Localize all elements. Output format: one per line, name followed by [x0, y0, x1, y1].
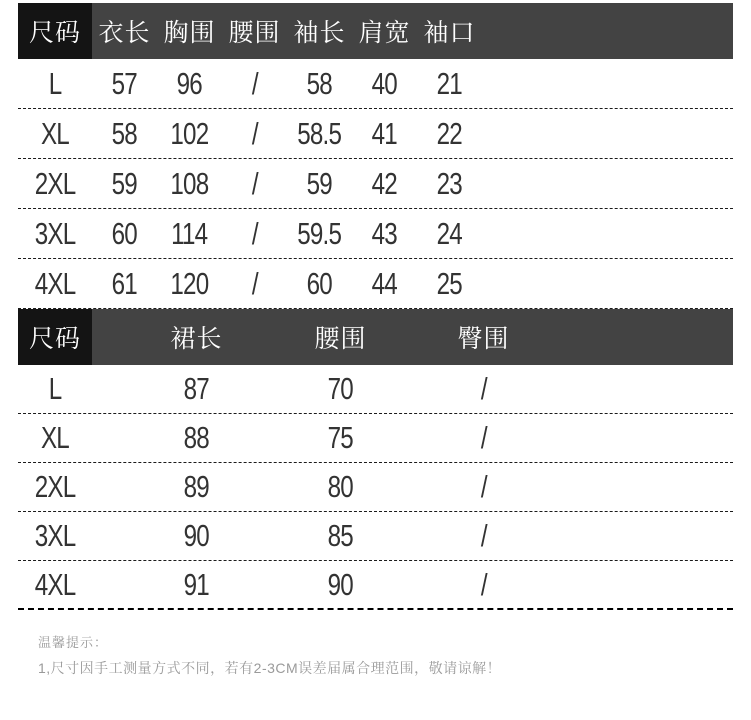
size-table-top: [18, 3, 733, 309]
size-cell: 4XL: [34, 265, 76, 301]
value-cell: 90: [327, 566, 354, 602]
value-cell: 60: [111, 215, 138, 251]
header-cell-shoulder: 肩宽: [358, 19, 411, 47]
table-row-L: [18, 365, 733, 414]
size-cell: L: [48, 371, 62, 406]
value-cell: 58.5: [297, 115, 342, 151]
warm-tips-title: 温馨提示：: [38, 635, 109, 650]
value-cell: 21: [436, 65, 463, 101]
header-cell-garment-length: 衣长: [98, 19, 151, 47]
value-cell: 22: [436, 115, 463, 151]
header-cell-size: [18, 309, 92, 365]
value-cell: 90: [183, 518, 210, 553]
value-cell: 23: [436, 165, 463, 201]
value-cell: /: [251, 115, 258, 151]
table-row-4XL: [18, 259, 733, 309]
value-cell: 44: [371, 265, 398, 301]
header-cell-waist: 腰围: [228, 19, 281, 47]
value-cell: /: [480, 371, 487, 406]
table-row-2XL: [18, 159, 733, 209]
table-row-3XL: [18, 512, 733, 561]
value-cell: 58: [111, 115, 138, 151]
table-row-XL: [18, 414, 733, 463]
size-cell: XL: [40, 420, 70, 455]
value-cell: 91: [183, 566, 210, 602]
value-cell: 60: [306, 265, 333, 301]
header-cell-sleeve-length: 袖长: [293, 19, 346, 47]
size-cell: L: [48, 65, 62, 101]
size-cell: 3XL: [34, 518, 76, 553]
table-top-header-row: [18, 3, 733, 59]
value-cell: 114: [171, 215, 208, 251]
header-cell-cuff: 袖口: [423, 19, 476, 47]
size-cell: XL: [40, 115, 70, 151]
table-row-3XL: [18, 209, 733, 259]
value-cell: 75: [327, 420, 354, 455]
header-cell-hip: 臀围: [457, 325, 510, 353]
header-size-label: 尺码: [28, 19, 81, 47]
value-cell: /: [480, 469, 487, 504]
value-cell: /: [480, 518, 487, 553]
value-cell: /: [251, 65, 258, 101]
value-cell: 59: [306, 165, 333, 201]
value-cell: 96: [176, 65, 203, 101]
value-cell: /: [251, 215, 258, 251]
header-cell-bust: 胸围: [163, 19, 216, 47]
size-cell: 3XL: [34, 215, 76, 251]
header-cell-waist: 腰围: [314, 325, 367, 353]
table-row-4XL: [18, 561, 733, 610]
value-cell: /: [480, 420, 487, 455]
table-skirt-header-row: [18, 309, 733, 365]
value-cell: 41: [371, 115, 398, 151]
value-cell: 89: [183, 469, 210, 504]
value-cell: 40: [371, 65, 398, 101]
value-cell: 61: [111, 265, 138, 301]
table-row-XL: [18, 109, 733, 159]
value-cell: 43: [371, 215, 398, 251]
size-cell: 2XL: [34, 469, 76, 504]
value-cell: /: [480, 566, 487, 602]
value-cell: 70: [327, 371, 354, 406]
warm-tips: [38, 632, 733, 678]
value-cell: 102: [170, 115, 209, 151]
value-cell: 120: [170, 265, 209, 301]
value-cell: 57: [111, 65, 138, 101]
value-cell: /: [251, 265, 258, 301]
header-cell-skirt-length: 裙长: [170, 325, 223, 353]
value-cell: /: [251, 165, 258, 201]
value-cell: 59.5: [297, 215, 342, 251]
size-cell: 2XL: [34, 165, 76, 201]
value-cell: 85: [327, 518, 354, 553]
table-row-2XL: [18, 463, 733, 512]
table-row-L: [18, 59, 733, 109]
value-cell: 108: [170, 165, 209, 201]
value-cell: 42: [371, 165, 398, 201]
value-cell: 25: [436, 265, 463, 301]
value-cell: 88: [183, 420, 210, 455]
header-size-label: 尺码: [28, 325, 81, 353]
value-cell: 24: [436, 215, 463, 251]
value-cell: 80: [327, 469, 354, 504]
value-cell: 59: [111, 165, 138, 201]
value-cell: 87: [183, 371, 210, 406]
size-table-skirt: [18, 309, 733, 610]
value-cell: 58: [306, 65, 333, 101]
warm-tips-line1: 1,尺寸因手工测量方式不同，若有2-3CM误差届属合理范围，敬请谅解！: [38, 660, 502, 676]
size-cell: 4XL: [34, 566, 76, 602]
header-cell-size: [18, 3, 92, 59]
